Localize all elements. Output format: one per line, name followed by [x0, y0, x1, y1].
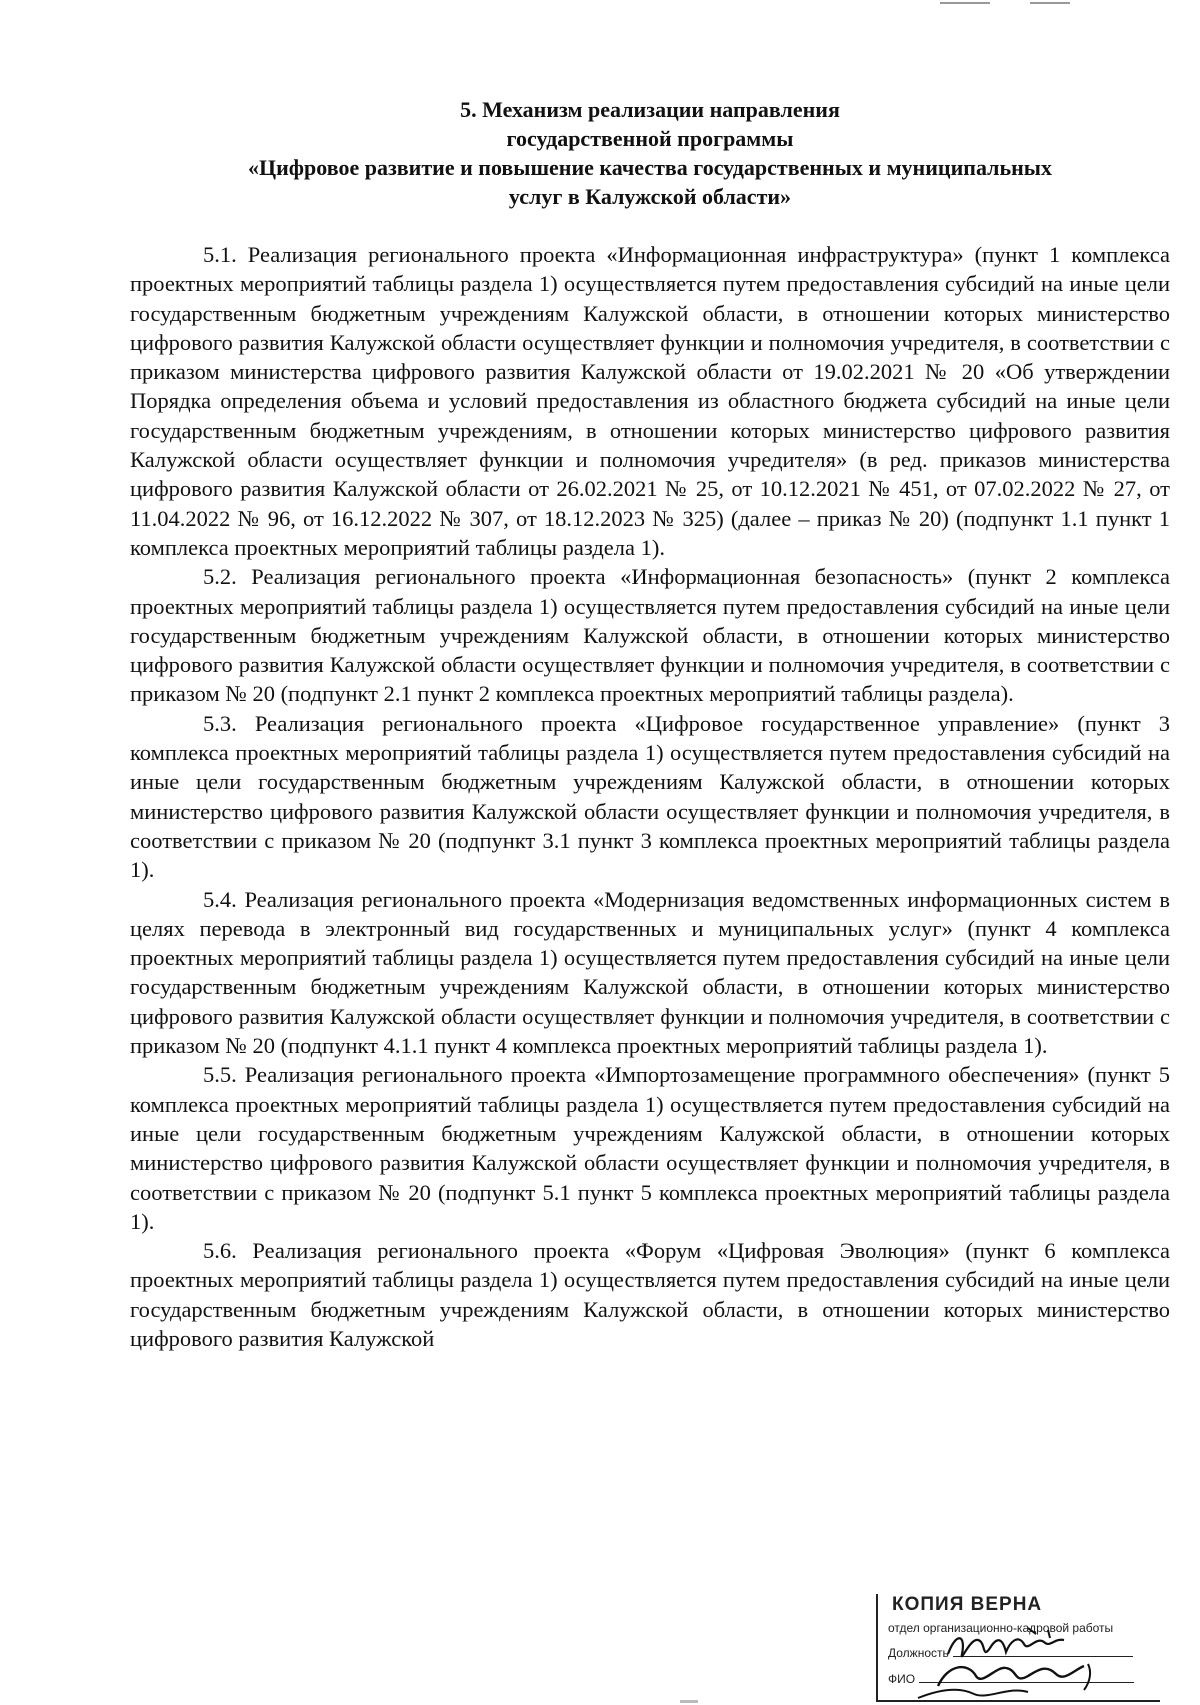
paragraph-5-6: 5.6. Реализация регионального проекта «Форум «Цифровая Эволюция» (пункт 6 комплекса проектных мероприятий таблицы раздела 1) осуществляется путем предоставления субсидий на иные цели государственным бюджетным учреждениям Калужской области, в отношении которых министерство цифрового развития Калужской — [130, 1238, 1170, 1351]
scan-artifact-top — [940, 0, 1090, 8]
stamp-name-label: ФИО — [888, 1672, 916, 1686]
paragraph-5-5: 5.5. Реализация регионального проекта «Импортозамещение программного обеспечения» (пункт 5 комплекса проектных мероприятий таблицы раздела 1) осуществляется путем предоставления субсидий на иные цели государственным бюджетным учреждениям Калужской области, в отношении которых министерство цифрового развития Калужской области осуществляет функции и полномочия учредителя, в соответствии с приказом № 20 (подпункт 5.1 пункт 5 комплекса проектных мероприятий таблицы раздела 1). — [130, 1062, 1170, 1234]
paragraph-5-4: 5.4. Реализация регионального проекта «Модернизация ведомственных информационных систем в целях перевода в электронный вид государственных и муниципальных услуг» (пункт 4 комплекса проектных мероприятий таблицы раздела 1) осуществляется путем предоставления субсидий на иные цели государственным бюджетным учреждениям Калужской области, в отношении которых министерство цифрового развития Калужской области осуществляет функции и полномочия учредителя, в соответствии с приказом № 20 (подпункт 4.1.1 пункт 4 комплекса проектных мероприятий таблицы раздела 1). — [130, 886, 1170, 1059]
stamp-position-label: Должность — [888, 1646, 949, 1660]
stamp-position-line — [953, 1656, 1133, 1657]
stamp-name-line — [919, 1682, 1134, 1683]
heading-line-2: государственной программы — [506, 126, 794, 151]
stamp-name-row — [888, 1672, 1134, 1686]
scan-artifact-bottom — [680, 1700, 698, 1703]
stamp-title: КОПИЯ ВЕРНА — [888, 1594, 1046, 1616]
document-body — [130, 240, 1170, 1353]
stamp-position-row — [888, 1646, 1133, 1660]
stamp-department: отдел организационно-кадровой работы — [888, 1621, 1114, 1635]
heading-line-4: услуг в Калужской области» — [508, 184, 792, 209]
paragraph-5-3: 5.3. Реализация регионального проекта «Цифровое государственное управление» (пункт 3 комплекса проектных мероприятий таблицы раздела 1) осуществляется путем предоставления субсидий на иные цели государственным бюджетным учреждениям Калужской области, в отношении которых министерство цифрового развития Калужской области осуществляет функции и полномочия учредителя, в соответствии с приказом № 20 (подпункт 3.1 пункт 3 комплекса проектных мероприятий таблицы раздела 1). — [130, 710, 1170, 883]
section-heading — [130, 95, 1170, 211]
heading-line-3: «Цифровое развитие и повышение качества государственных и муниципальных — [248, 155, 1052, 180]
paragraph-5-1: 5.1. Реализация регионального проекта «Информационная инфраструктура» (пункт 1 комплекса проектных мероприятий таблицы раздела 1) осуществляется путем предоставления субсидий на иные цели государственным бюджетным учреждениям Калужской области, в отношении которых министерство цифрового развития Калужской области осуществляет функции и полномочия учредителя, в соответствии с приказом министерства цифрового развития Калужской области от 19.02.2021 № 20 «Об утверждении Порядка определения объема и условий предоставления из областного бюджета субсидий на иные цели государственным бюджетным учреждениям, в отношении которых министерство цифрового развития Калужской области осуществляет функции и полномочия учредителя» (в ред. приказов министерства цифрового развития Калужской области от 26.02.2021 № 25, от 10.12.2021 № 451, от 07.02.2022 № 27, от 11.04.2022 № 96, от 16.12.2022 № 307, от 18.12.2023 № 325) (далее – приказ № 20) (подпункт 1.1 пункт 1 комплекса проектных мероприятий таблицы раздела 1). — [130, 242, 1170, 560]
heading-line-1: 5. Механизм реализации направления — [460, 97, 840, 122]
paragraph-5-2: 5.2. Реализация регионального проекта «Информационная безопасность» (пункт 2 комплекса проектных мероприятий таблицы раздела 1) осуществляется путем предоставления субсидий на иные цели государственным бюджетным учреждениям Калужской области, в отношении которых министерство цифрового развития Калужской области осуществляет функции и полномочия учредителя, в соответствии с приказом № 20 (подпункт 2.1 пункт 2 комплекса проектных мероприятий таблицы раздела). — [130, 564, 1170, 707]
copy-certification-stamp — [876, 1594, 1160, 1702]
